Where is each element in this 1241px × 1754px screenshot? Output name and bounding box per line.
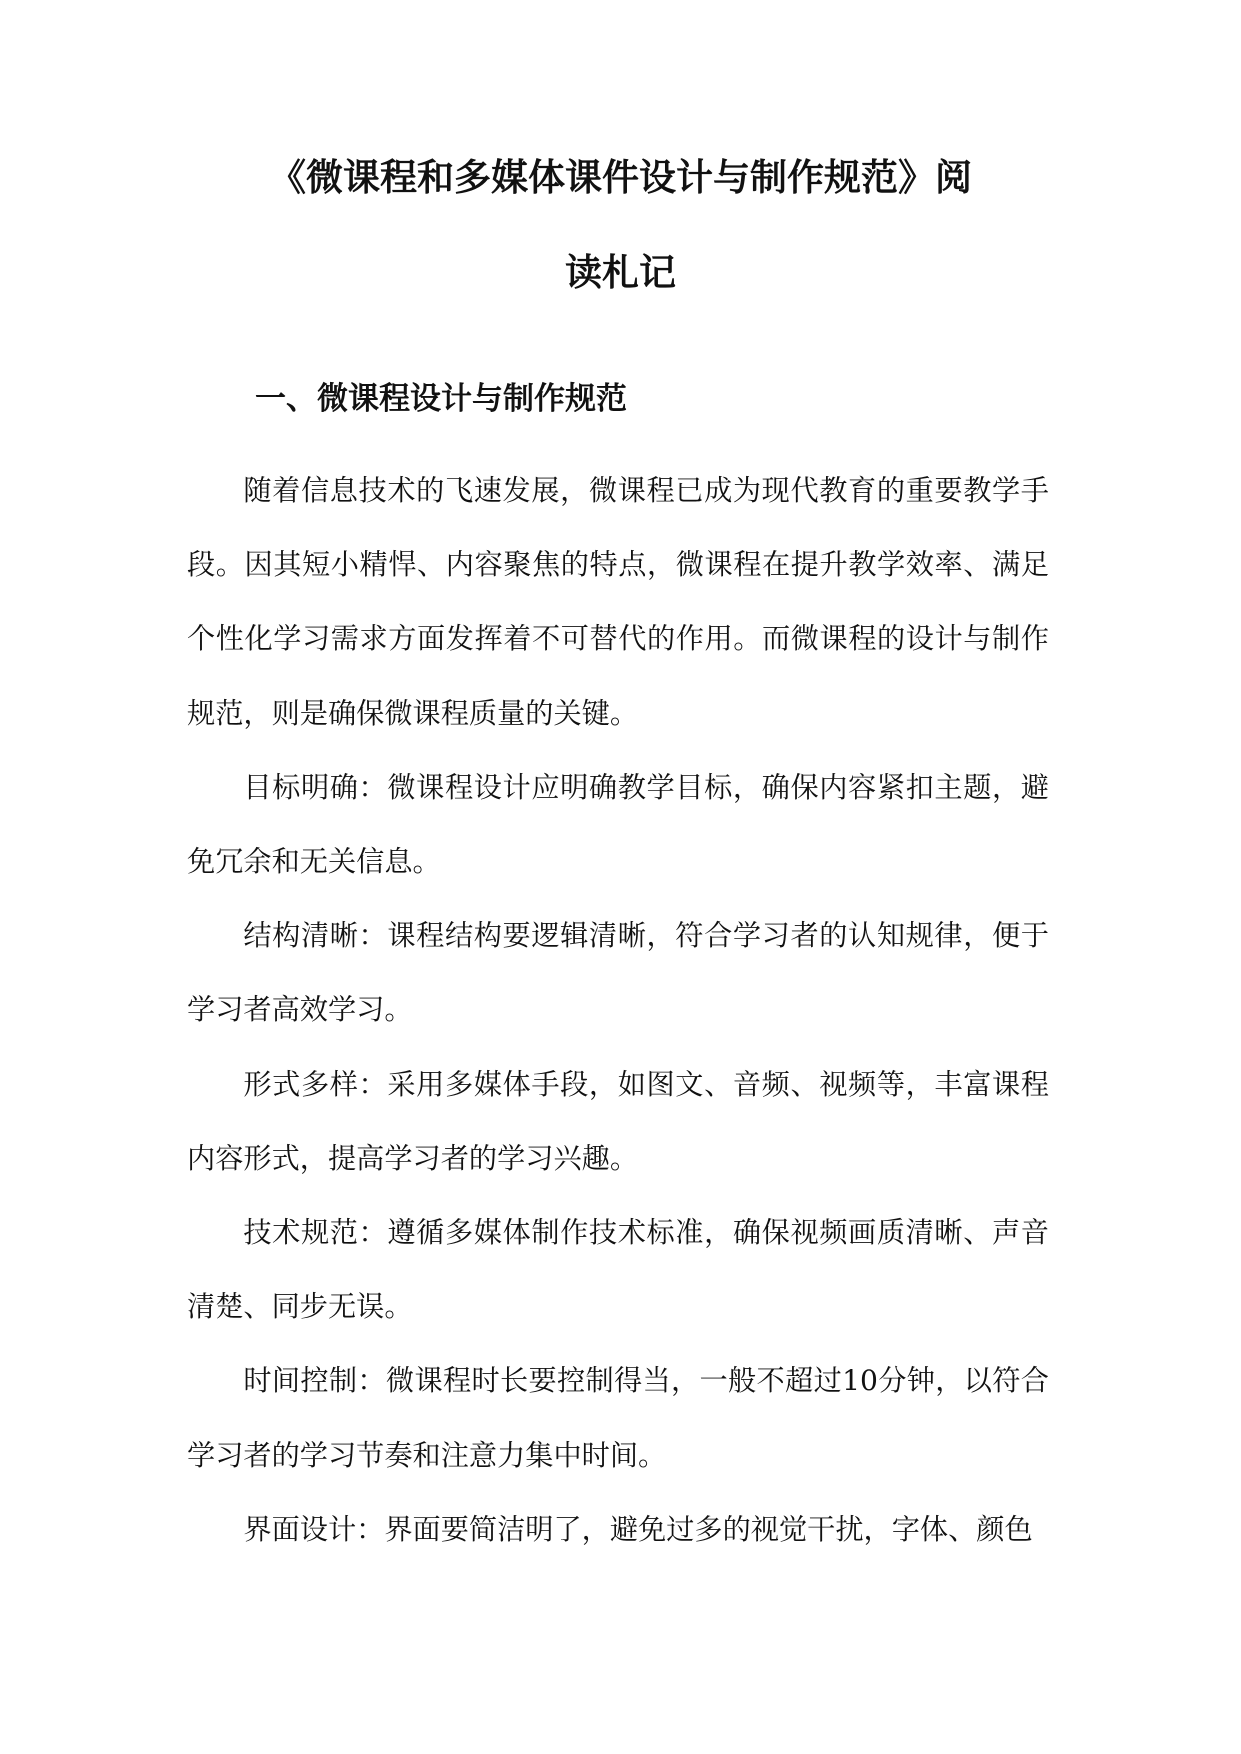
paragraph-time-control: 时间控制：微课程时长要控制得当，一般不超过10分钟，以符合学习者的学习节奏和注意力集中时间。 bbox=[187, 1364, 1049, 1472]
paragraph-clear-structure: 结构清晰：课程结构要逻辑清晰，符合学习者的认知规律，便于学习者高效学习。 bbox=[187, 919, 1049, 1027]
document-title-line-2: 读札记 bbox=[565, 251, 676, 294]
paragraph-intro: 随着信息技术的飞速发展，微课程已成为现代教育的重要教学手段。因其短小精悍、内容聚焦的特点，微课程在提升教学效率、满足个性化学习需求方面发挥着不可替代的作用。而微课程的设计与制作规范，则是确保微课程质量的关键。 bbox=[187, 474, 1049, 730]
paragraph-technical-standards: 技术规范：遵循多媒体制作技术标准，确保视频画质清晰、声音清楚、同步无误。 bbox=[187, 1216, 1049, 1324]
document-title-line-1: 《微课程和多媒体课件设计与制作规范》阅 bbox=[269, 156, 972, 199]
paragraph-clear-goals: 目标明确：微课程设计应明确教学目标，确保内容紧扣主题，避免冗余和无关信息。 bbox=[187, 770, 1049, 879]
body-text bbox=[187, 454, 1049, 1567]
paragraph-interface-design: 界面设计：界面要简洁明了，避免过多的视觉干扰，字体、颜色 bbox=[243, 1512, 1033, 1546]
section-heading: 一、微课程设计与制作规范 bbox=[255, 381, 627, 417]
paragraph-diverse-forms: 形式多样：采用多媒体手段，如图文、音频、视频等，丰富课程内容形式，提高学习者的学习兴趣。 bbox=[187, 1067, 1049, 1175]
